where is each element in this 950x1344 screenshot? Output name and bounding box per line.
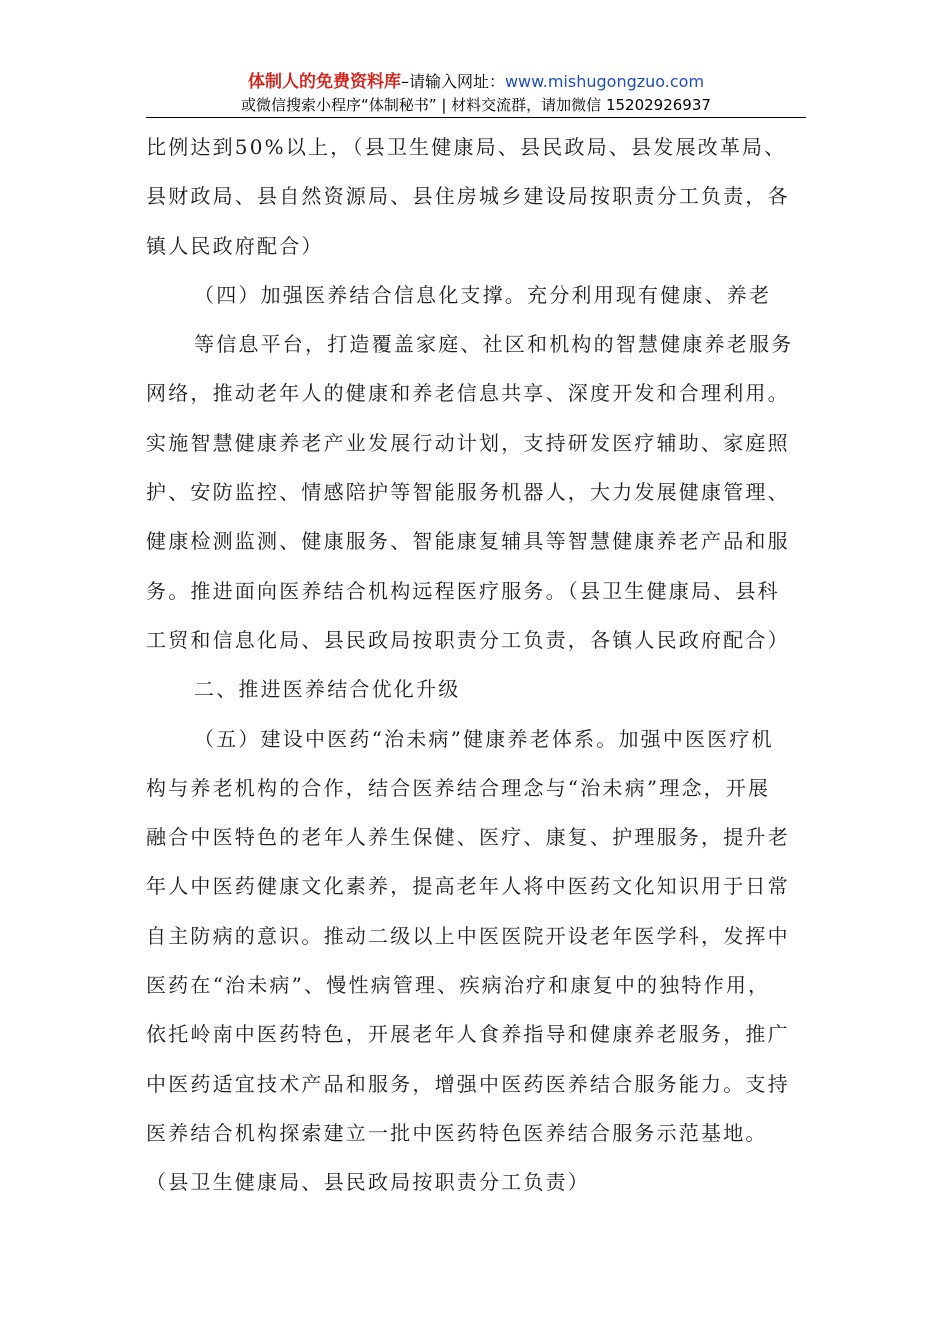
header-line-1 bbox=[146, 70, 806, 94]
header-divider bbox=[146, 117, 806, 118]
text-line: 中医药适宜技术产品和服务，增强中医药医养结合服务能力。支持 bbox=[146, 1071, 790, 1096]
url-prompt: 请输入网址： bbox=[408, 72, 505, 91]
text-line: 工贸和信息化局、县民政局按职责分工负责，各镇人民政府配合） bbox=[146, 627, 790, 652]
text-line: 医养结合机构探索建立一批中医药特色医养结合服务示范基地。 bbox=[146, 1120, 768, 1145]
text-line: 医药在“治未病”、慢性病管理、疾病治疗和康复中的独特作用， bbox=[146, 973, 771, 998]
brand-title: 体制人的免费资料库 bbox=[247, 72, 401, 92]
page-header bbox=[146, 70, 806, 116]
text-line: 融合中医特色的老年人养生保健、医疗、康复、护理服务，提升老 bbox=[146, 825, 790, 850]
chapter-heading-2: 二、推进医养结合优化升级 bbox=[194, 677, 461, 702]
text-line: 实施智慧健康养老产业发展行动计划，支持研发医疗辅助、家庭照 bbox=[146, 430, 790, 455]
text-line: 镇人民政府配合） bbox=[146, 233, 324, 258]
text-line: 年人中医药健康文化素养，提高老年人将中医药文化知识用于日常 bbox=[146, 874, 790, 899]
section-heading-5: （五）建设中医药“治未病”健康养老体系。加强中医医疗机 bbox=[194, 726, 774, 751]
document-body bbox=[146, 123, 806, 1208]
text-line: 自主防病的意识。推动二级以上中医医院开设老年医学科，发挥中 bbox=[146, 923, 790, 948]
section-heading-4: （四）加强医养结合信息化支撑。充分利用现有健康、养老 bbox=[194, 282, 772, 307]
text-line: 构与养老机构的合作，结合医养结合理念与“治未病”理念，开展 bbox=[146, 775, 771, 800]
text-line: 等信息平台，打造覆盖家庭、社区和机构的智慧健康养老服务 bbox=[194, 332, 794, 357]
text-line: （县卫生健康局、县民政局按职责分工负责） bbox=[146, 1170, 590, 1195]
header-separator: – bbox=[400, 72, 409, 91]
website-link[interactable]: www.mishugongzuo.com bbox=[504, 72, 705, 91]
text-line: 网络，推动老年人的健康和养老信息共享、深度开发和合理利用。 bbox=[146, 381, 790, 406]
text-line: 护、安防监控、情感陪护等智能服务机器人，大力发展健康管理、 bbox=[146, 480, 790, 505]
text-line: 比例达到50%以上，（县卫生健康局、县民政局、县发展改革局、 bbox=[146, 135, 787, 159]
text-line: 健康检测监测、健康服务、智能康复辅具等智慧健康养老产品和服 bbox=[146, 529, 790, 554]
text-line: 县财政局、县自然资源局、县住房城乡建设局按职责分工负责，各 bbox=[146, 184, 790, 209]
header-line-2: 或微信搜索小程序“体制秘书” | 材料交流群，请加微信 15202926937 bbox=[241, 96, 711, 114]
text-line: 务。推进面向医养结合机构远程医疗服务。（县卫生健康局、县科 bbox=[146, 578, 780, 603]
text-line: 依托岭南中医药特色，开展老年人食养指导和健康养老服务，推广 bbox=[146, 1022, 790, 1047]
